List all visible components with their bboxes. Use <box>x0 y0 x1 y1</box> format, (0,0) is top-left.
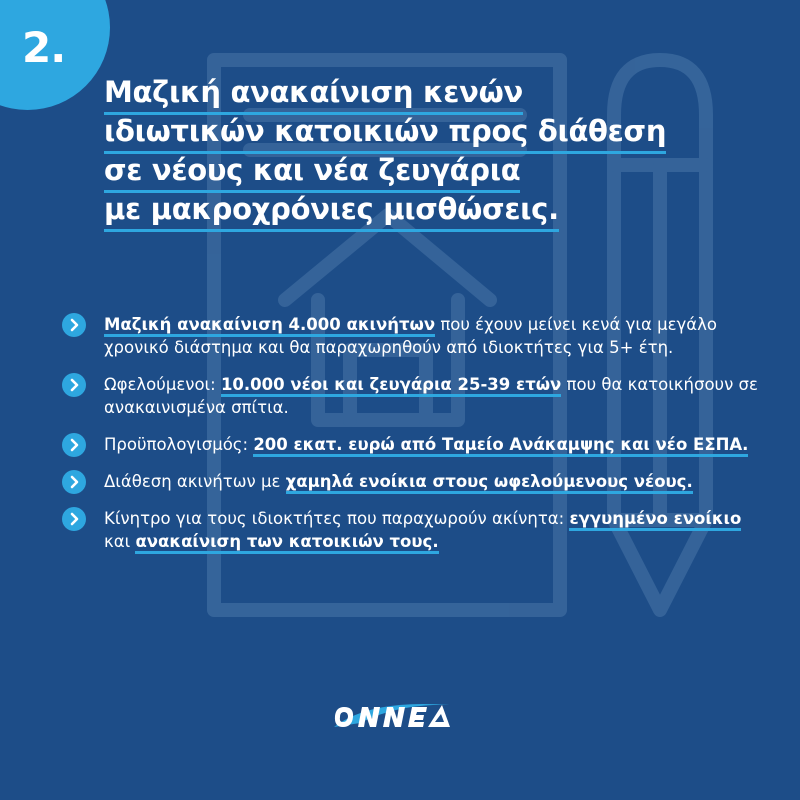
onned-logo-icon <box>330 697 470 735</box>
onned-logo <box>330 697 470 735</box>
headline-line-1: Μαζική ανακαίνιση κενών <box>104 78 784 107</box>
bullet-text: και <box>104 532 136 551</box>
bullet-highlight: 10.000 νέοι και ζευγάρια 25-39 ετών <box>221 375 561 397</box>
bullet-highlight: εγγυημένο ενοίκιο <box>569 509 741 531</box>
headline-line-3: σε νέους και νέα ζευγάρια <box>104 156 784 185</box>
bullet-text: Διάθεση ακινήτων με <box>104 472 286 491</box>
bullet-item <box>62 470 762 493</box>
chevron-right-icon <box>62 507 86 531</box>
bullet-highlight: ανακαίνιση των κατοικιών τους. <box>135 532 438 554</box>
bullet-item <box>62 373 762 419</box>
bullet-highlight: χαμηλά ενοίκια στους ωφελούμενους νέους. <box>286 472 693 494</box>
bullet-text: Ωφελούμενοι: <box>104 375 221 394</box>
step-number-badge <box>0 0 110 110</box>
bullet-highlight: Μαζική ανακαίνιση 4.000 ακινήτων <box>104 315 435 337</box>
chevron-right-icon <box>62 313 86 337</box>
chevron-right-icon <box>62 373 86 397</box>
headline <box>104 75 784 234</box>
chevron-right-icon <box>62 433 86 457</box>
bullet-item <box>62 313 762 359</box>
step-number: 2. <box>22 23 66 72</box>
chevron-right-icon <box>62 470 86 494</box>
headline-line-4: με μακροχρόνιες μισθώσεις. <box>104 195 784 224</box>
bullet-text: που έχουν μείνει κενά για μεγάλο χρονικό διάστημα και θα παραχωρηθούν από ιδιοκτήτες για 5+ έτη. <box>104 315 718 357</box>
bullet-text: που θα κατοικήσουν σε ανακαινισμένα σπίτια. <box>104 375 758 417</box>
bullet-item <box>62 433 762 456</box>
headline-line-2: ιδιωτικών κατοικιών προς διάθεση <box>104 117 784 146</box>
bullet-highlight: 200 εκατ. ευρώ από Ταμείο Ανάκαμψης και νέο ΕΣΠΑ. <box>253 435 748 457</box>
bullet-item <box>62 507 762 553</box>
bullet-list <box>62 313 762 567</box>
bullet-text: Προϋπολογισμός: <box>104 435 254 454</box>
bullet-text: Κίνητρο για τους ιδιοκτήτες που παραχωρούν ακίνητα: <box>104 509 570 528</box>
